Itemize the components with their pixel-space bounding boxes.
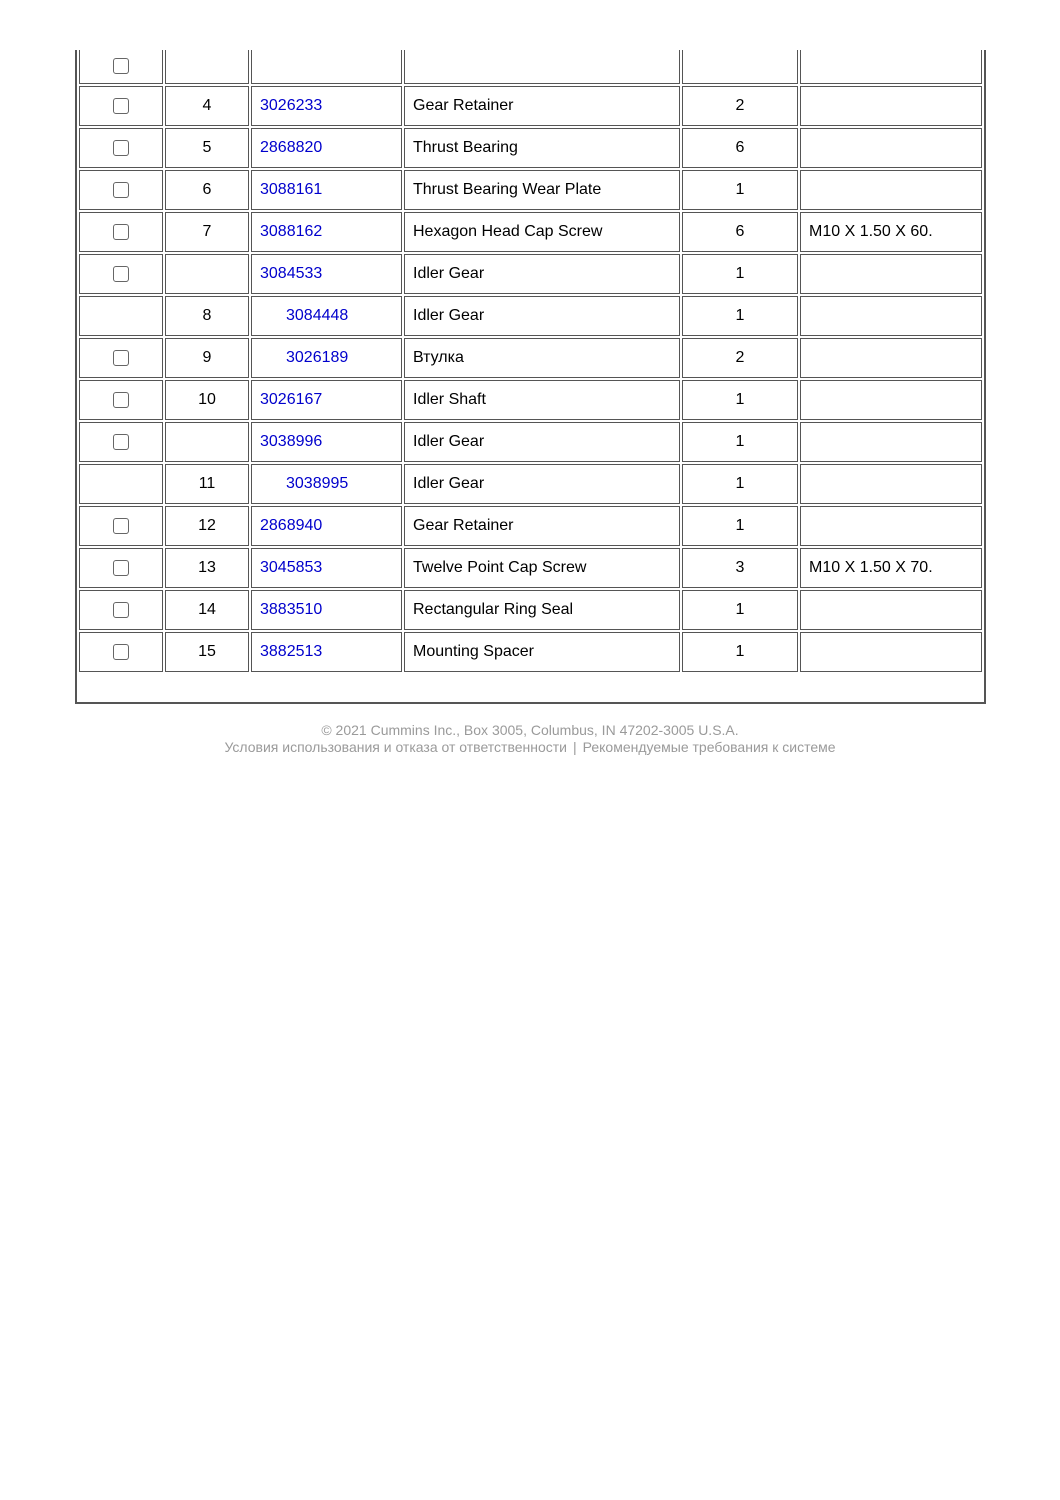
part-name-cell bbox=[404, 50, 680, 84]
checkbox-icon[interactable] bbox=[113, 58, 129, 74]
table-row bbox=[79, 422, 982, 462]
quantity-cell: 2 bbox=[682, 86, 798, 126]
table-row bbox=[79, 590, 982, 630]
table-row bbox=[79, 380, 982, 420]
checkbox-icon[interactable] bbox=[113, 392, 129, 408]
part-number-cell bbox=[251, 422, 402, 462]
ref-number-cell: 5 bbox=[165, 128, 249, 168]
footer-separator: | bbox=[573, 739, 577, 755]
part-name-cell: Gear Retainer bbox=[404, 506, 680, 546]
notes-cell bbox=[800, 296, 982, 336]
part-number-cell bbox=[251, 170, 402, 210]
notes-cell: M10 X 1.50 X 60. bbox=[800, 212, 982, 252]
quantity-cell: 1 bbox=[682, 170, 798, 210]
part-number-cell bbox=[251, 590, 402, 630]
ref-number-cell: 12 bbox=[165, 506, 249, 546]
part-name-cell: Idler Gear bbox=[404, 254, 680, 294]
part-number-link[interactable]: 3882513 bbox=[260, 643, 323, 660]
part-name-cell: Hexagon Head Cap Screw bbox=[404, 212, 680, 252]
table-row bbox=[79, 548, 982, 588]
parts-list-body bbox=[79, 50, 982, 672]
part-number-cell bbox=[251, 548, 402, 588]
select-cell bbox=[79, 590, 163, 630]
part-number-link[interactable]: 3088161 bbox=[260, 181, 323, 198]
part-number-link[interactable]: 3038995 bbox=[286, 475, 349, 492]
part-number-link[interactable]: 2868940 bbox=[260, 517, 323, 534]
part-number-link[interactable]: 3084448 bbox=[286, 307, 349, 324]
part-name-cell: Thrust Bearing Wear Plate bbox=[404, 170, 680, 210]
notes-cell bbox=[800, 632, 982, 672]
table-row bbox=[79, 170, 982, 210]
checkbox-icon[interactable] bbox=[113, 434, 129, 450]
select-cell bbox=[79, 296, 163, 336]
ref-number-cell bbox=[165, 254, 249, 294]
ref-number-cell: 9 bbox=[165, 338, 249, 378]
table-row bbox=[79, 464, 982, 504]
notes-cell bbox=[800, 170, 982, 210]
table-row bbox=[79, 506, 982, 546]
ref-number-cell: 10 bbox=[165, 380, 249, 420]
part-number-link[interactable]: 3026189 bbox=[286, 349, 349, 366]
quantity-cell: 1 bbox=[682, 296, 798, 336]
quantity-cell: 2 bbox=[682, 338, 798, 378]
part-number-cell bbox=[251, 212, 402, 252]
part-number-link[interactable]: 3026167 bbox=[260, 391, 323, 408]
select-cell bbox=[79, 86, 163, 126]
select-cell bbox=[79, 548, 163, 588]
footer-copyright: © 2021 Cummins Inc., Box 3005, Columbus, IN 47202-3005 U.S.A. bbox=[321, 722, 739, 738]
part-number-cell bbox=[251, 86, 402, 126]
checkbox-icon[interactable] bbox=[113, 560, 129, 576]
part-name-cell: Idler Shaft bbox=[404, 380, 680, 420]
part-name-cell: Idler Gear bbox=[404, 296, 680, 336]
notes-cell bbox=[800, 422, 982, 462]
select-cell bbox=[79, 464, 163, 504]
ref-number-cell: 7 bbox=[165, 212, 249, 252]
part-name-cell: Thrust Bearing bbox=[404, 128, 680, 168]
table-row bbox=[79, 86, 982, 126]
quantity-cell: 6 bbox=[682, 128, 798, 168]
ref-number-cell: 8 bbox=[165, 296, 249, 336]
footer-links bbox=[0, 739, 1060, 756]
checkbox-icon[interactable] bbox=[113, 644, 129, 660]
table-row bbox=[79, 296, 982, 336]
table-row bbox=[79, 632, 982, 672]
checkbox-icon[interactable] bbox=[113, 182, 129, 198]
quantity-cell: 1 bbox=[682, 380, 798, 420]
checkbox-icon[interactable] bbox=[113, 98, 129, 114]
select-cell bbox=[79, 212, 163, 252]
notes-cell bbox=[800, 590, 982, 630]
part-number-cell bbox=[251, 128, 402, 168]
part-number-link[interactable]: 3045853 bbox=[260, 559, 323, 576]
notes-cell: M10 X 1.50 X 70. bbox=[800, 548, 982, 588]
part-number-cell bbox=[251, 254, 402, 294]
ref-number-cell bbox=[165, 422, 249, 462]
part-number-cell bbox=[251, 506, 402, 546]
part-number-cell bbox=[251, 380, 402, 420]
part-number-link[interactable]: 3084533 bbox=[260, 265, 323, 282]
part-name-cell: Idler Gear bbox=[404, 464, 680, 504]
table-row bbox=[79, 50, 982, 84]
quantity-cell: 1 bbox=[682, 632, 798, 672]
select-cell bbox=[79, 338, 163, 378]
notes-cell bbox=[800, 254, 982, 294]
quantity-cell: 6 bbox=[682, 212, 798, 252]
select-cell bbox=[79, 422, 163, 462]
ref-number-cell: 15 bbox=[165, 632, 249, 672]
table-row bbox=[79, 212, 982, 252]
quantity-cell: 1 bbox=[682, 506, 798, 546]
notes-cell bbox=[800, 128, 982, 168]
table-row bbox=[79, 338, 982, 378]
part-number-link[interactable]: 3026233 bbox=[260, 97, 323, 114]
part-number-cell bbox=[251, 50, 402, 84]
part-number-cell bbox=[251, 632, 402, 672]
part-name-cell: Idler Gear bbox=[404, 422, 680, 462]
quantity-cell: 1 bbox=[682, 464, 798, 504]
system-requirements-link[interactable]: Рекомендуемые требования к системе bbox=[582, 739, 836, 755]
ref-number-cell: 13 bbox=[165, 548, 249, 588]
checkbox-icon[interactable] bbox=[113, 350, 129, 366]
select-cell bbox=[79, 632, 163, 672]
notes-cell bbox=[800, 380, 982, 420]
terms-link[interactable]: Условия использования и отказа от ответственности bbox=[224, 739, 567, 755]
select-cell bbox=[79, 128, 163, 168]
part-name-cell: Gear Retainer bbox=[404, 86, 680, 126]
part-number-link[interactable]: 3038996 bbox=[260, 433, 323, 450]
page-footer bbox=[0, 722, 1060, 756]
notes-cell bbox=[800, 86, 982, 126]
checkbox-icon[interactable] bbox=[113, 224, 129, 240]
notes-cell bbox=[800, 338, 982, 378]
part-number-link[interactable]: 2868820 bbox=[260, 139, 323, 156]
ref-number-cell: 14 bbox=[165, 590, 249, 630]
ref-number-cell: 6 bbox=[165, 170, 249, 210]
part-name-cell: Twelve Point Cap Screw bbox=[404, 548, 680, 588]
ref-number-cell bbox=[165, 50, 249, 84]
quantity-cell: 1 bbox=[682, 254, 798, 294]
select-cell bbox=[79, 170, 163, 210]
quantity-cell bbox=[682, 50, 798, 84]
quantity-cell: 3 bbox=[682, 548, 798, 588]
part-name-cell: Mounting Spacer bbox=[404, 632, 680, 672]
checkbox-icon[interactable] bbox=[113, 140, 129, 156]
part-number-cell bbox=[251, 296, 402, 336]
checkbox-icon[interactable] bbox=[113, 518, 129, 534]
table-row bbox=[79, 128, 982, 168]
notes-cell bbox=[800, 50, 982, 84]
select-cell bbox=[79, 506, 163, 546]
part-number-link[interactable]: 3883510 bbox=[260, 601, 323, 618]
notes-cell bbox=[800, 464, 982, 504]
select-cell bbox=[79, 380, 163, 420]
checkbox-icon[interactable] bbox=[113, 266, 129, 282]
checkbox-icon[interactable] bbox=[113, 602, 129, 618]
part-name-cell: Rectangular Ring Seal bbox=[404, 590, 680, 630]
ref-number-cell: 4 bbox=[165, 86, 249, 126]
part-name-cell: Втулка bbox=[404, 338, 680, 378]
part-number-link[interactable]: 3088162 bbox=[260, 223, 323, 240]
table-row bbox=[79, 254, 982, 294]
quantity-cell: 1 bbox=[682, 590, 798, 630]
notes-cell bbox=[800, 506, 982, 546]
parts-list-table-container bbox=[75, 50, 986, 704]
select-cell bbox=[79, 254, 163, 294]
ref-number-cell: 11 bbox=[165, 464, 249, 504]
select-cell bbox=[79, 50, 163, 84]
part-number-cell bbox=[251, 338, 402, 378]
parts-list-table bbox=[77, 48, 984, 674]
part-number-cell bbox=[251, 464, 402, 504]
quantity-cell: 1 bbox=[682, 422, 798, 462]
